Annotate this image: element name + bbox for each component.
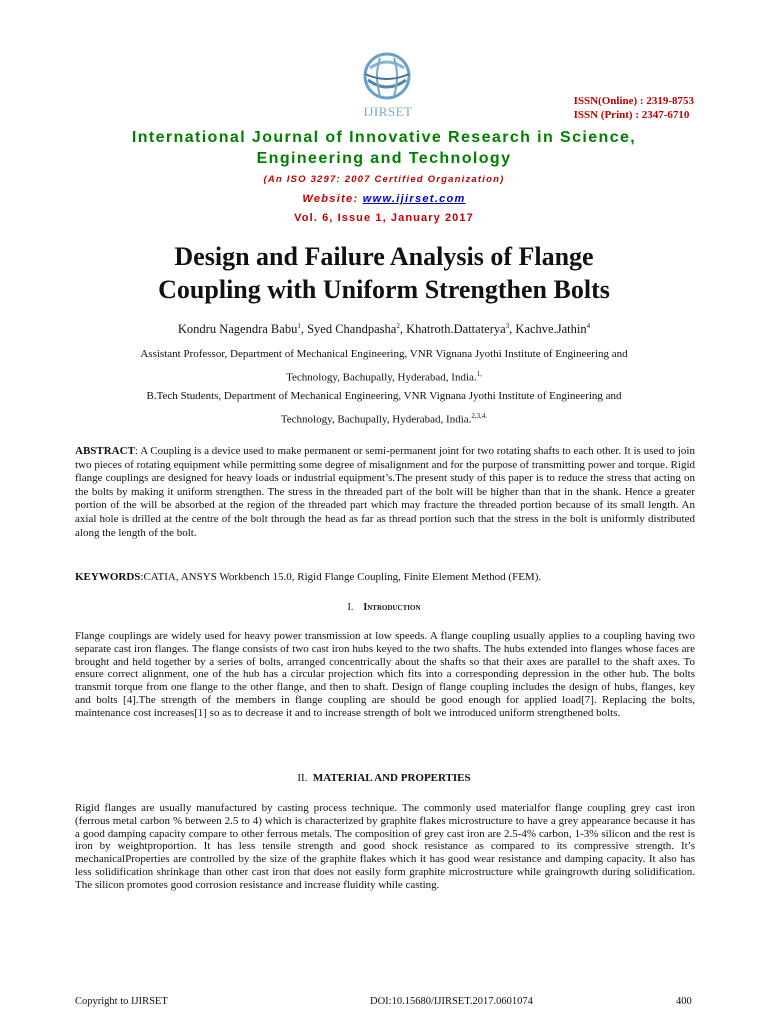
section-heading-introduction	[0, 602, 768, 613]
author-sup: 2	[396, 322, 400, 330]
author-name: Syed Chandpasha	[307, 322, 397, 337]
issn-print: ISSN (Print) : 2347-6710	[573, 109, 690, 121]
abstract-text: : A Coupling is a device used to make permanent or semi-permanent joint for two rotating shafts to each other. It is used to join two pieces of rotating equipment while permitting some degree of misalignment and for the purpose of transmitting power and torque. Rigid flange couplings are designed for heavy loads or industrial equipment’s.The present study of this paper is to reduce the stress that acting on the bolts by making it uniform strengthen. The stress in the threaded part of the bolt will be higher than that in the shank. Hence a greater portion of the will be absorbed at the region of the threaded part which may fracture the threaded portion because of its small length. An axial hole is drilled at the centre of the bolt through the head as far as thread portion such that the stress in the bolt is uniformly distributed along the length of the bolt.	[75, 445, 695, 539]
section-title: MATERIAL AND PROPERTIES	[312, 772, 471, 784]
journal-title-line1: International Journal of Innovative Research in Science,	[131, 129, 637, 146]
section-number: II.	[297, 772, 308, 784]
material-text: Rigid flanges are usually manufactured by casting process technique. The commonly used materialfor flange coupling grey cast iron (ferrous metal carbon % between 2.5 to 4) which is characterized by graphite flakes microstructure to have a grey appearance because it has a good damping capacity compare to other ferrous metals. The composition of grey cast iron are 2.5-4% carbon, 1-3% silicon and the rest is iron by weightproportion. It has less tensile strength and good shock resistance as compared to its compressive strength. It’s mechanicalProperties are controlled by the size of the graphite flakes which it has good wear resistance and damping capacity. It also has less solidification shrinkage than other cast iron that does not easily form graphite microstructure while graingrowth during solidification. The silicon promotes good corrosion resistance and increase fluidity while casting.	[75, 802, 695, 891]
affiliation-2	[90, 386, 678, 430]
logo-text: IJIRSET	[363, 104, 413, 119]
author-sup: 4	[586, 322, 591, 330]
issn-online: ISSN(Online) : 2319-8753	[573, 95, 694, 107]
keywords	[75, 571, 695, 583]
affiliation-1-line2: Technology, Bachupally, Hyderabad, India.	[286, 371, 477, 384]
issn-block	[574, 94, 694, 122]
page-number: 400	[676, 996, 692, 1007]
keywords-text: :CATIA, ANSYS Workbench 15.0, Rigid Flange Coupling, Finite Element Method (FEM).	[140, 571, 542, 583]
author-name: Kondru Nagendra Babu	[177, 322, 298, 337]
website-label: Website:	[302, 193, 363, 205]
volume-issue: Vol. 6, Issue 1, January 2017	[294, 212, 474, 224]
affiliation-2-sup: 2,3,4.	[471, 412, 488, 420]
paper-title-line1: Design and Failure Analysis of Flange	[174, 242, 594, 271]
affiliation-2-line2: Technology, Bachupally, Hyderabad, India.	[280, 413, 472, 426]
section-heading-material	[0, 772, 768, 784]
affiliation-1-line1: Assistant Professor, Department of Mechanical Engineering, VNR Vignana Jyothi Institute of Engineering and	[140, 348, 628, 360]
paper-title	[0, 240, 768, 306]
website-line	[0, 193, 768, 205]
abstract-label: ABSTRACT	[75, 445, 135, 457]
section-number: I.	[347, 602, 354, 613]
keywords-label: KEYWORDS	[75, 571, 141, 583]
affiliation-2-line1: B.Tech Students, Department of Mechanical Engineering, VNR Vignana Jyothi Institute of Engineering and	[146, 390, 622, 402]
footer-doi: DOI:10.15680/IJIRSET.2017.0601074	[370, 996, 533, 1007]
affiliation-1-sup: 1,	[476, 370, 482, 378]
paper-title-line2: Coupling with Uniform Strengthen Bolts	[158, 275, 610, 304]
journal-title	[0, 127, 768, 169]
abstract	[75, 445, 695, 540]
footer-copyright: Copyright to IJIRSET	[75, 996, 168, 1007]
author-name: Khatroth.Dattaterya	[406, 322, 506, 337]
affiliation-1	[90, 344, 678, 388]
author-name: Kachve.Jathin	[515, 322, 587, 337]
author-sup: 3	[505, 322, 510, 330]
author-list: Kondru Nagendra Babu$^1$, Syed Chandpasha$^2$, Khatroth.Dattaterya$^3$, Kachve.Jathin$^4$	[177, 322, 591, 337]
author-sup: 1	[297, 322, 301, 330]
iso-certification: (An ISO 3297: 2007 Certified Organization)	[263, 174, 505, 185]
journal-title-line2: Engineering and Technology	[256, 150, 512, 167]
section-title: Introduction	[363, 602, 421, 613]
website-link[interactable]: www.ijirset.com	[362, 193, 466, 205]
introduction-text: Flange couplings are widely used for heavy power transmission at low speeds. A flange coupling usually applies to a coupling having two separate cast iron flanges. The flange consists of two cast iron hubs keyed to the two shafts. The hubs extended into flanges whose faces are brought and held together by a series of bolts, arranged concentrically about the shafts so that their axes are parallel to the shaft axes. To ensure correct alignment, one of the hub has a circular projection which fits into a corresponding depression in the other hub. The bolts transmit torque from one flange to the other flange, and then to shaft. Design of flange coupling includes the design of hubs, flanges, key and bolts [4].The strength of the members in flange coupling are should be good enough for applied load[7]. Replacing the bolts, maintenance cost increases[1] so as to decrease it and to increase strength of bolt we introduced uniform strengthened bolts.	[75, 630, 695, 719]
